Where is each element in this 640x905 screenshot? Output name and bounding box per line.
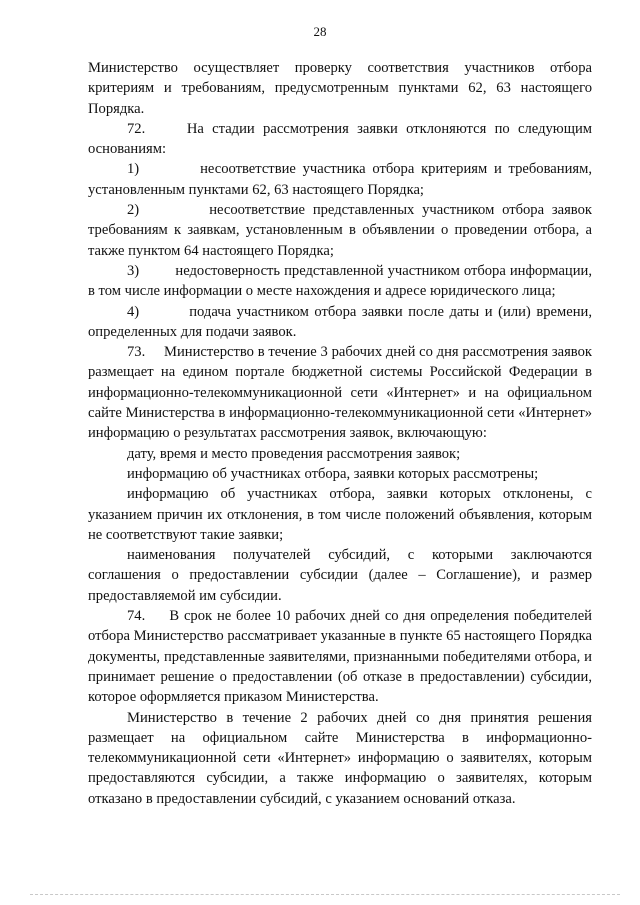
paragraph-72: 72. На стадии рассмотрения заявки отклоняются по следующим основаниям:	[88, 120, 592, 158]
paragraph-73: 73. Министерство в течение 3 рабочих дней со дня рассмотрения заявок размещает на едином портале бюджетной системы Российской Федерации в информационно-телекоммуникационной сети «Интернет» и на официальном сайте Министерства в информационно-телекоммуникационной сети «Интернет» информацию о результатах рассмотрения заявок, включающую:	[88, 344, 592, 442]
page-number: 28	[313, 24, 327, 39]
paragraph-publication: Министерство в течение 2 рабочих дней со дня принятия решения размещает на официальном сайте Министерства в информационно-телекоммуникационной сети «Интернет» информацию о заявителях, которым предоставляются субсидии, а также информацию о заявителях, которым отказано в предоставлении субсидий, с указанием оснований отказа.	[88, 709, 592, 807]
footer-divider	[30, 894, 620, 895]
list-item-72-3: 3) недостоверность представленной участником отбора информации, в том числе информации о месте нахождения и адресе юридического лица;	[88, 262, 592, 300]
list-item-73-recipients: наименования получателей субсидий, с которыми заключаются соглашения о предоставлении субсидии (далее – Соглашение), и размер предоставляемой им субсидии.	[88, 547, 592, 604]
paragraph-verification: Министерство осуществляет проверку соответствия участников отбора критериям и требованиям, предусмотренным пунктами 62, 63 настоящего Порядка.	[88, 60, 592, 117]
paragraph-74: 74. В срок не более 10 рабочих дней со дня определения победителей отбора Министерство рассматривает указанные в пункте 65 настоящего Порядка документы, представленные заявителями, признанными победителями отбора, и принимает решение о предоставлении (об отказе в предоставлении) субсидии, которое оформляется приказом Министерства.	[88, 608, 592, 706]
list-item-73-reviewed: информацию об участниках отбора, заявки которых рассмотрены;	[127, 465, 539, 482]
list-item-72-4: 4) подача участником отбора заявки после даты и (или) времени, определенных для подачи заявок.	[88, 303, 592, 340]
list-item-72-1: 1) несоответствие участника отбора критериям и требованиям, установленным пунктами 62, 63 настоящего Порядка;	[88, 161, 592, 198]
list-item-72-2: 2) несоответствие представленных участником отбора заявок требованиям к заявкам, установленным в объявлении о проведении отбора, а также пунктом 64 настоящего Порядка;	[88, 202, 592, 259]
list-item-73-rejected: информацию об участниках отбора, заявки которых отклонены, с указанием причин их отклонения, в том числе положений объявления, которым не соответствуют такие заявки;	[88, 486, 592, 543]
list-item-73-date: дату, время и место проведения рассмотрения заявок;	[127, 445, 461, 462]
